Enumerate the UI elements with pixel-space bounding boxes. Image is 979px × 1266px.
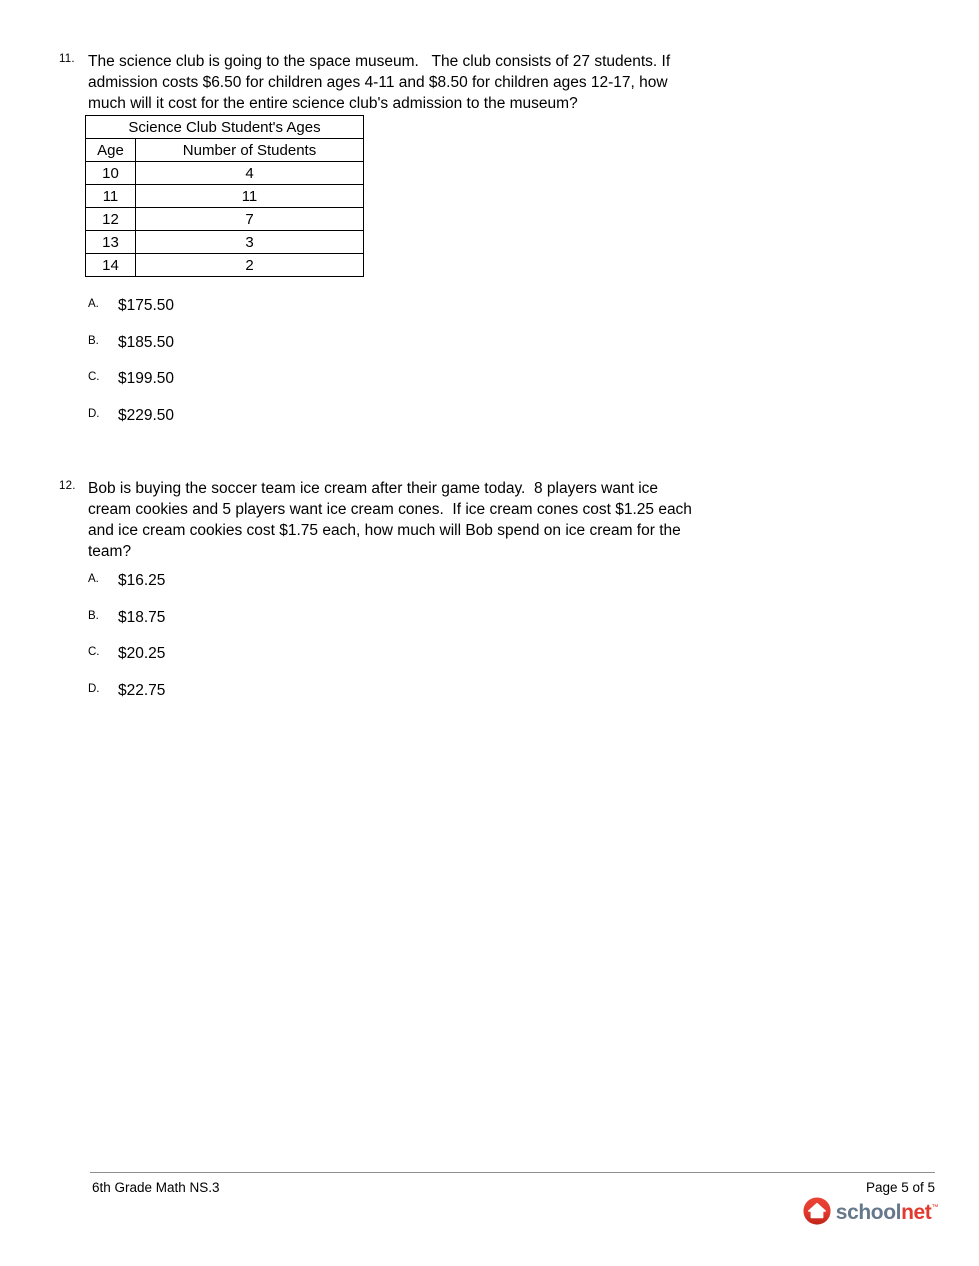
choice-value: $20.25 — [118, 645, 166, 662]
footer-page-number: Page 5 of 5 — [865, 1180, 935, 1195]
question-text-line: team? — [88, 543, 132, 560]
footer-course-label: 6th Grade Math NS.3 — [92, 1180, 220, 1195]
question-text-line: and ice cream cookies cost $1.75 each, how much will Bob spend on ice cream for the — [88, 522, 681, 539]
question-text-line: admission costs $6.50 for children ages 4-11 and $8.50 for children ages 12-17, how — [88, 74, 668, 91]
schoolnet-wordmark — [836, 1194, 938, 1227]
schoolnet-logo — [803, 1194, 938, 1227]
question-text — [88, 478, 692, 562]
question-text-line: cream cookies and 5 players want ice cream cones. If ice cream cones cost $1.25 each — [88, 501, 692, 518]
question-number: 12. — [59, 480, 76, 492]
answer-choice-c — [88, 644, 165, 664]
choice-letter: B. — [88, 609, 99, 622]
choice-value: $185.50 — [118, 333, 175, 351]
table-row — [86, 162, 364, 185]
answer-choice-b — [88, 608, 165, 628]
choice-value: $16.25 — [118, 572, 166, 589]
answer-choice-d — [88, 681, 165, 701]
table-row — [86, 231, 364, 254]
table-cell: 11 — [136, 185, 364, 208]
table-header-row — [86, 139, 364, 162]
table-cell: 4 — [136, 162, 364, 185]
table-row — [86, 208, 364, 231]
answer-choice-b — [88, 333, 174, 353]
table-cell: 12 — [86, 208, 136, 231]
table-title: Science Club Student's Ages — [86, 116, 364, 139]
choice-letter: B. — [88, 334, 99, 347]
footer-divider — [90, 1172, 935, 1173]
question-11-choices — [88, 296, 174, 442]
science-club-ages-table — [85, 115, 364, 277]
trademark-symbol: ™ — [931, 1204, 938, 1211]
choice-letter: A. — [88, 298, 99, 310]
house-icon — [803, 1197, 831, 1225]
table-cell: 13 — [86, 231, 136, 254]
question-number: 11. — [59, 53, 75, 65]
question-12 — [59, 478, 692, 562]
choice-value: $199.50 — [118, 370, 175, 387]
table-cell: 2 — [136, 254, 364, 277]
table-cell: 11 — [86, 185, 136, 208]
table-cell: 10 — [86, 162, 136, 185]
table-row — [86, 254, 364, 277]
choice-value: $22.75 — [118, 681, 166, 699]
choice-value: $229.50 — [118, 406, 175, 424]
choice-value: $18.75 — [118, 608, 166, 626]
answer-choice-c — [88, 369, 174, 389]
answer-choice-a — [88, 571, 165, 591]
column-header-age: Age — [86, 139, 136, 162]
question-text — [88, 51, 670, 114]
table-cell: 14 — [86, 254, 136, 277]
answer-choice-d — [88, 406, 174, 426]
table-row — [86, 185, 364, 208]
choice-letter: C. — [88, 646, 100, 658]
choice-value: $175.50 — [118, 297, 175, 314]
choice-letter: D. — [88, 407, 100, 420]
logo-word-net: net — [901, 1201, 932, 1224]
question-12-choices — [88, 571, 165, 717]
table-title-row — [86, 116, 364, 139]
question-text-line: The science club is going to the space museum. The club consists of 27 students. If — [88, 53, 671, 70]
choice-letter: A. — [88, 573, 99, 585]
question-text-line: Bob is buying the soccer team ice cream after their game today. 8 players want ice — [88, 480, 659, 497]
question-text-line: much will it cost for the entire science club's admission to the museum? — [88, 95, 578, 112]
table-cell: 7 — [136, 208, 364, 231]
column-header-number-of-students: Number of Students — [136, 139, 364, 162]
question-11 — [59, 51, 671, 114]
choice-letter: C. — [88, 371, 100, 383]
answer-choice-a — [88, 296, 174, 316]
logo-word-school: school — [835, 1201, 902, 1224]
table-cell: 3 — [136, 231, 364, 254]
choice-letter: D. — [88, 682, 100, 695]
